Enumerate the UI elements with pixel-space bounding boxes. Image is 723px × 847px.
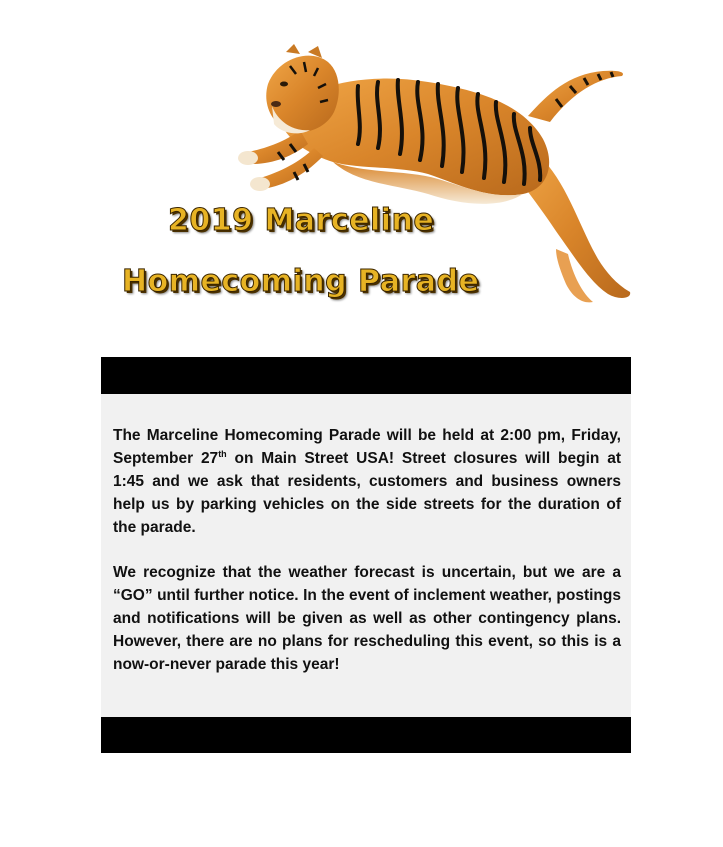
top-black-bar [101,357,631,394]
title-line-2: Homecoming Parade [122,264,480,299]
paragraph-weather-notice: We recognize that the weather forecast is uncertain, but we are a “GO” until further notice. In the event of inclement weather, postings and notifications will be given as well as other contingency plans. However, there are no plans for rescheduling this event, so this is a now-or-never parade this year! [113,564,621,673]
bottom-black-bar [101,717,631,753]
paragraph-1-after-sup: on Main Street USA! Street closures will begin at 1:45 and we ask that residents, customers and business owners help us by parking vehicles on the side streets for the duration of the parade. [113,450,621,536]
title-line-1: 2019 Marceline [168,203,435,238]
announcement-panel [101,394,631,717]
ordinal-suffix: th [218,448,227,459]
paragraph-parade-details [113,424,621,539]
paragraph-1-before-sup: The Marceline Homecoming Parade will be held at 2:00 pm, Friday, September 27 [113,427,621,467]
